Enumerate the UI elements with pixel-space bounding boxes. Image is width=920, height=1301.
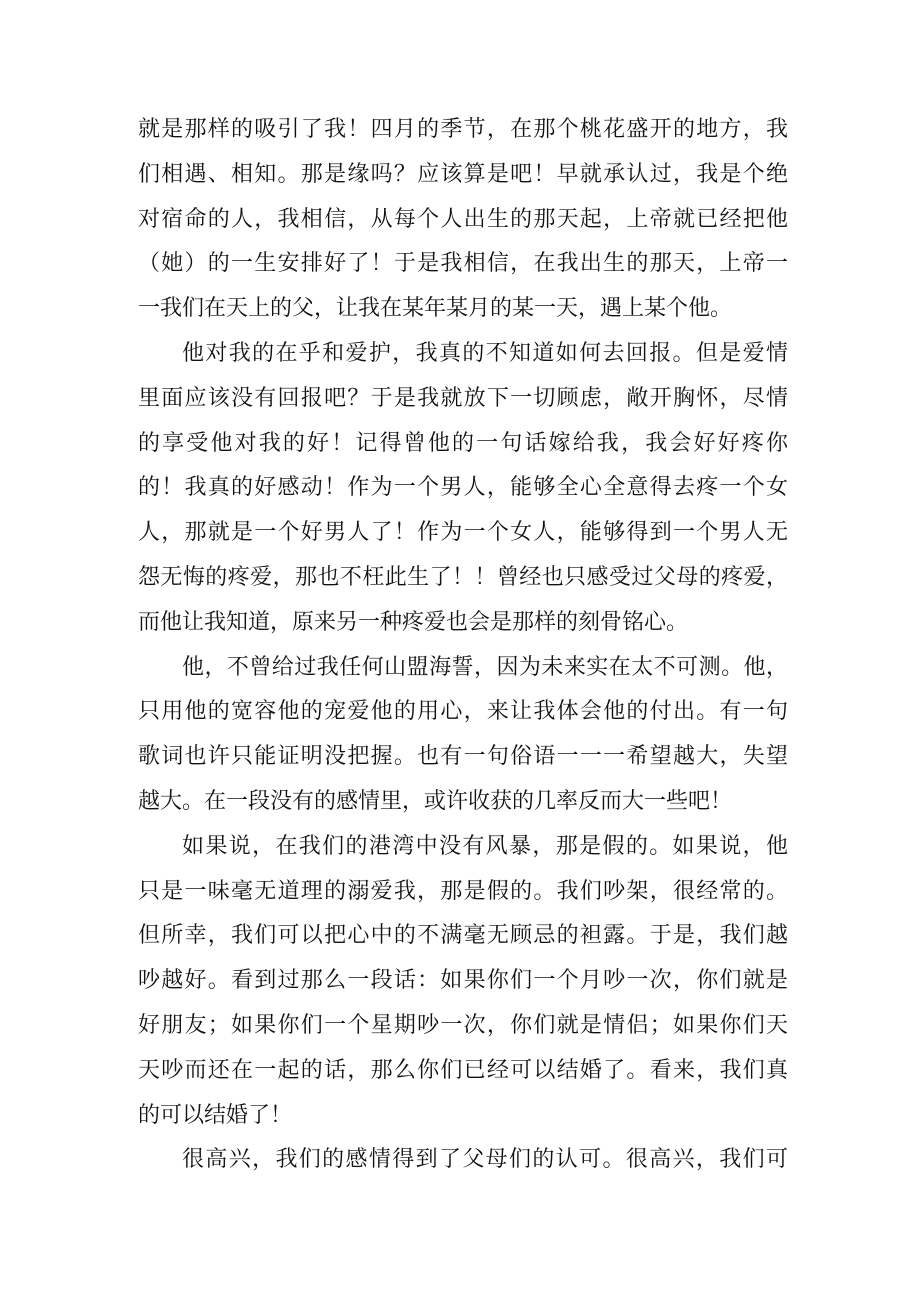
text-line: 对宿命的人，我相信，从每个人出生的那天起，上帝就已经把他 bbox=[138, 206, 788, 232]
text-line: 一我们在天上的父，让我在某年某月的某一天，遇上某个他。 bbox=[138, 296, 733, 322]
text-line: 的可以结婚了！ bbox=[138, 1102, 293, 1128]
text-line: 而他让我知道，原来另一种疼爱也会是那样的刻骨铭心。 bbox=[138, 609, 689, 635]
text-line: 好朋友；如果你们一个星期吵一次，你们就是情侣；如果你们天 bbox=[138, 1012, 788, 1038]
text-line: 里面应该没有回报吧？于是我就放下一切顾虑，敞开胸怀，尽情 bbox=[138, 385, 788, 411]
text-line: 的！我真的好感动！作为一个男人，能够全心全意得去疼一个女 bbox=[138, 475, 788, 501]
text-line: 就是那样的吸引了我！四月的季节，在那个桃花盛开的地方，我 bbox=[138, 117, 788, 142]
text-line: （她）的一生安排好了！于是我相信，在我出生的那天，上帝一 bbox=[138, 251, 788, 277]
text-line: 怨无悔的疼爱，那也不枉此生了！！曾经也只感受过父母的疼爱， bbox=[138, 564, 788, 590]
text-line: 他对我的在乎和爱护，我真的不知道如何去回报。但是爱情 bbox=[182, 340, 788, 366]
text-line: 他，不曾给过我任何山盟海誓，因为未来实在太不可测。他， bbox=[182, 654, 788, 680]
text-line: 只是一味毫无道理的溺爱我，那是假的。我们吵架，很经常的。 bbox=[138, 878, 788, 904]
text-line: 吵越好。看到过那么一段话：如果你们一个月吵一次，你们就是 bbox=[138, 968, 788, 994]
article-body bbox=[138, 108, 788, 1183]
text-line: 人，那就是一个好男人了！作为一个女人，能够得到一个男人无 bbox=[138, 520, 788, 546]
text-line: 但所幸，我们可以把心中的不满毫无顾忌的袒露。于是，我们越 bbox=[138, 923, 788, 949]
text-line: 越大。在一段没有的感情里，或许收获的几率反而大一些吧！ bbox=[138, 788, 733, 814]
text-line: 如果说，在我们的港湾中没有风暴，那是假的。如果说，他 bbox=[182, 833, 788, 859]
text-line: 们相遇、相知。那是缘吗？应该算是吧！早就承认过，我是个绝 bbox=[138, 161, 788, 187]
text-line: 歌词也许只能证明没把握。也有一句俗语一一一希望越大，失望 bbox=[138, 744, 788, 770]
text-line: 很高兴，我们的感情得到了父母们的认可。很高兴，我们可 bbox=[182, 1147, 788, 1173]
text-line: 天吵而还在一起的话，那么你们已经可以结婚了。看来，我们真 bbox=[138, 1057, 788, 1083]
text-line: 只用他的宽容他的宠爱他的用心，来让我体会他的付出。有一句 bbox=[138, 699, 788, 725]
text-line: 的享受他对我的好！记得曾他的一句话嫁给我，我会好好疼你 bbox=[138, 430, 788, 456]
